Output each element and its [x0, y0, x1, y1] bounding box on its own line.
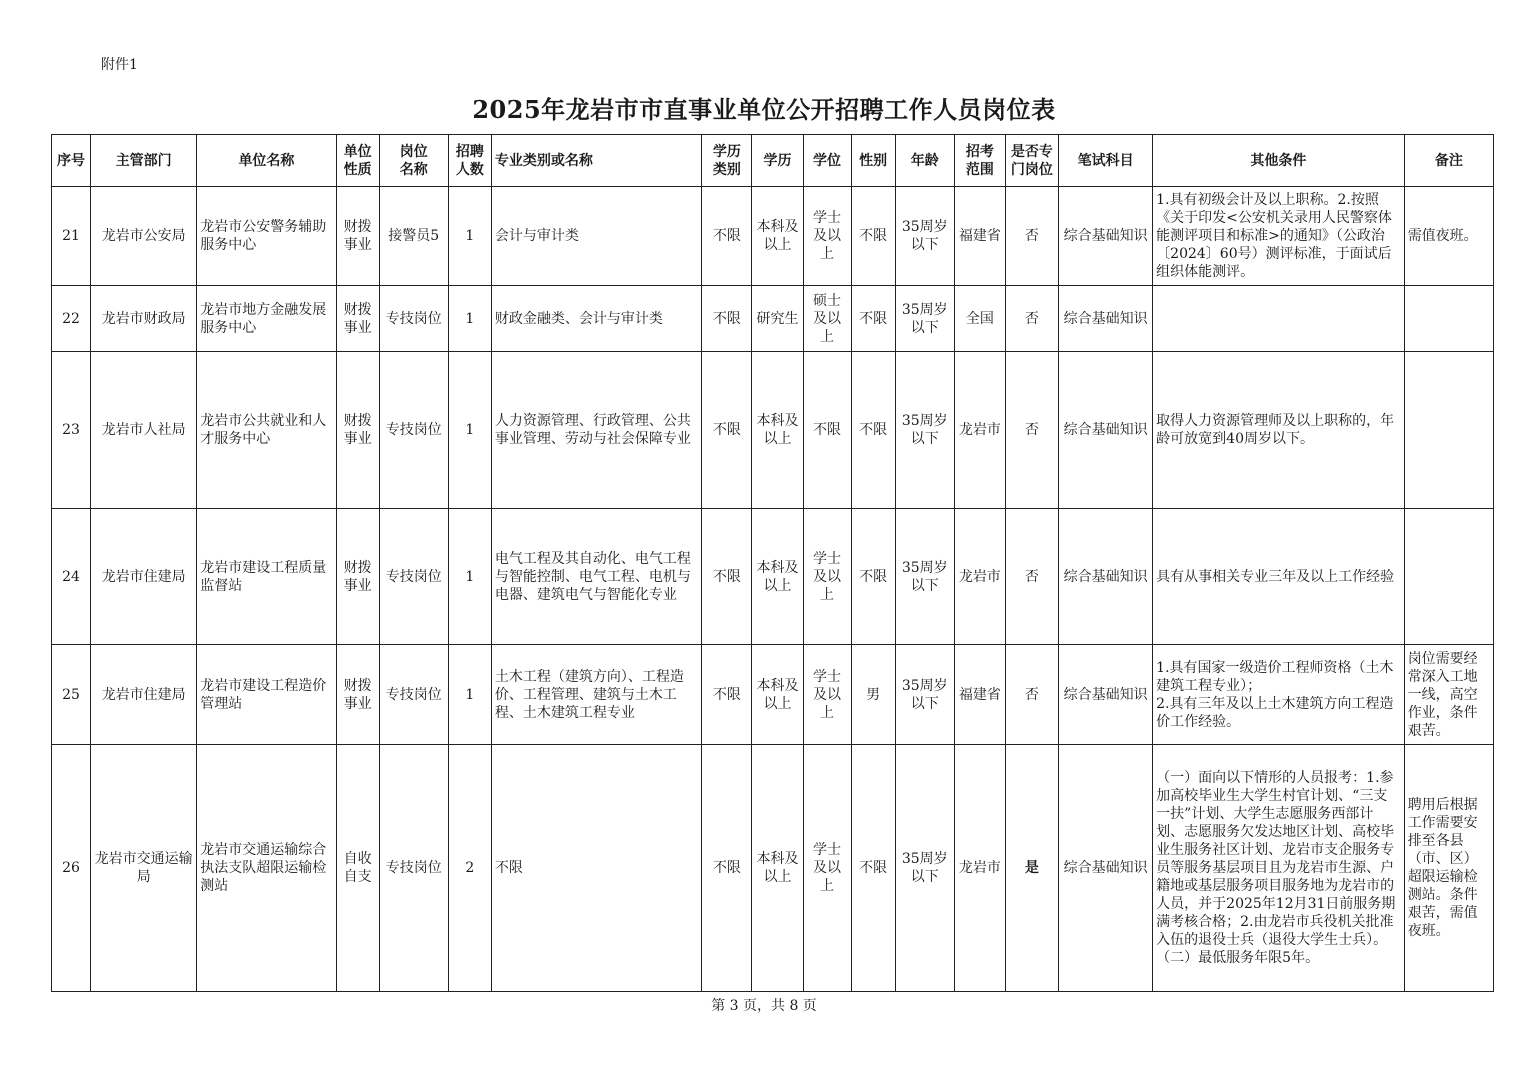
cell-unit: 龙岩市公共就业和人才服务中心 — [197, 352, 336, 509]
cell-count: 1 — [448, 509, 491, 645]
table-row — [52, 745, 1494, 992]
cell-gender: 不限 — [851, 352, 895, 509]
cell-edu-type: 不限 — [702, 645, 752, 745]
cell-post: 专技岗位 — [379, 352, 448, 509]
cell-nature: 财拨事业 — [336, 187, 379, 286]
cell-other: 取得人力资源管理师及以上职称的，年龄可放宽到40周岁以下。 — [1153, 352, 1405, 509]
cell-other: （一）面向以下情形的人员报考：1.参加高校毕业生大学生村官计划、“三支一扶”计划、大学生志愿服务西部计划、志愿服务欠发达地区计划、高校毕业生服务社区计划、龙岩市支企服务专员等服务基层项目且为龙岩市生源、户籍地或基层服务项目服务地为龙岩市的人员，并于2025年12月31日前服务期满考核合格；2.由龙岩市兵役机关批准入伍的退役士兵（退役大学生士兵）。 （二）最低服务年限5年。 — [1153, 745, 1405, 992]
cell-special: 否 — [1005, 187, 1058, 286]
cell-special: 是 — [1005, 745, 1058, 992]
cell-degree: 学士及以上 — [803, 187, 851, 286]
cell-edu: 本科及以上 — [752, 187, 803, 286]
cell-scope: 龙岩市 — [954, 745, 1005, 992]
cell-scope: 福建省 — [954, 645, 1005, 745]
cell-nature: 自收自支 — [336, 745, 379, 992]
header-edu: 学历 — [752, 135, 803, 187]
table-row — [52, 509, 1494, 645]
header-gender: 性别 — [851, 135, 895, 187]
attachment-label: 附件1 — [101, 57, 138, 73]
recruitment-table — [51, 134, 1494, 992]
header-count: 招聘 人数 — [448, 135, 491, 187]
cell-unit: 龙岩市公安警务辅助服务中心 — [197, 187, 336, 286]
page-title: 2025年龙岩市市直事业单位公开招聘工作人员岗位表 — [472, 95, 1056, 124]
cell-post: 专技岗位 — [379, 286, 448, 352]
cell-unit: 龙岩市建设工程质量监督站 — [197, 509, 336, 645]
header-dept: 主管部门 — [91, 135, 197, 187]
cell-remark: 岗位需要经常深入工地一线，高空作业，条件艰苦。 — [1404, 645, 1493, 745]
cell-exam: 综合基础知识 — [1058, 352, 1152, 509]
cell-age: 35周岁以下 — [895, 352, 954, 509]
header-major: 专业类别或名称 — [491, 135, 701, 187]
cell-special: 否 — [1005, 286, 1058, 352]
cell-scope: 龙岩市 — [954, 509, 1005, 645]
cell-degree: 学士及以上 — [803, 509, 851, 645]
cell-exam: 综合基础知识 — [1058, 745, 1152, 992]
cell-gender: 男 — [851, 645, 895, 745]
cell-major: 会计与审计类 — [491, 187, 701, 286]
cell-dept: 龙岩市住建局 — [91, 645, 197, 745]
cell-count: 1 — [448, 187, 491, 286]
cell-dept: 龙岩市公安局 — [91, 187, 197, 286]
cell-special: 否 — [1005, 352, 1058, 509]
cell-degree: 学士及以上 — [803, 645, 851, 745]
header-seq: 序号 — [52, 135, 91, 187]
header-edu-type: 学历 类别 — [702, 135, 752, 187]
header-other: 其他条件 — [1153, 135, 1405, 187]
cell-remark — [1404, 509, 1493, 645]
cell-seq: 22 — [52, 286, 91, 352]
cell-seq: 25 — [52, 645, 91, 745]
cell-seq: 23 — [52, 352, 91, 509]
cell-other: 具有从事相关专业三年及以上工作经验 — [1153, 509, 1405, 645]
cell-edu: 本科及以上 — [752, 645, 803, 745]
cell-major: 人力资源管理、行政管理、公共事业管理、劳动与社会保障专业 — [491, 352, 701, 509]
cell-exam: 综合基础知识 — [1058, 645, 1152, 745]
header-scope: 招考 范围 — [954, 135, 1005, 187]
cell-major: 不限 — [491, 745, 701, 992]
cell-count: 1 — [448, 286, 491, 352]
cell-edu-type: 不限 — [702, 352, 752, 509]
table-row — [52, 352, 1494, 509]
cell-special: 否 — [1005, 509, 1058, 645]
cell-other: 1.具有初级会计及以上职称。2.按照《关于印发<公安机关录用人民警察体能测评项目和标准>的通知》（公政治〔2024〕60号）测评标准，于面试后组织体能测评。 — [1153, 187, 1405, 286]
cell-post: 专技岗位 — [379, 509, 448, 645]
cell-count: 2 — [448, 745, 491, 992]
cell-exam: 综合基础知识 — [1058, 286, 1152, 352]
cell-post: 接警员5 — [379, 187, 448, 286]
table-row — [52, 286, 1494, 352]
cell-scope: 龙岩市 — [954, 352, 1005, 509]
cell-remark — [1404, 352, 1493, 509]
cell-major: 土木工程（建筑方向）、工程造价、工程管理、建筑与土木工程、土木建筑工程专业 — [491, 645, 701, 745]
cell-edu: 本科及以上 — [752, 352, 803, 509]
cell-exam: 综合基础知识 — [1058, 187, 1152, 286]
cell-gender: 不限 — [851, 745, 895, 992]
cell-gender: 不限 — [851, 187, 895, 286]
cell-unit: 龙岩市地方金融发展服务中心 — [197, 286, 336, 352]
cell-seq: 26 — [52, 745, 91, 992]
cell-other: 1.具有国家一级造价工程师资格（土木建筑工程专业）； 2.具有三年及以上土木建筑方向工程造价工作经验。 — [1153, 645, 1405, 745]
cell-edu: 本科及以上 — [752, 509, 803, 645]
cell-nature: 财拨事业 — [336, 509, 379, 645]
cell-age: 35周岁以下 — [895, 745, 954, 992]
header-special: 是否专 门岗位 — [1005, 135, 1058, 187]
cell-age: 35周岁以下 — [895, 286, 954, 352]
cell-remark — [1404, 286, 1493, 352]
cell-degree: 硕士及以上 — [803, 286, 851, 352]
cell-count: 1 — [448, 645, 491, 745]
cell-age: 35周岁以下 — [895, 187, 954, 286]
cell-dept: 龙岩市住建局 — [91, 509, 197, 645]
cell-exam: 综合基础知识 — [1058, 509, 1152, 645]
cell-special: 否 — [1005, 645, 1058, 745]
cell-edu-type: 不限 — [702, 509, 752, 645]
cell-gender: 不限 — [851, 286, 895, 352]
cell-edu-type: 不限 — [702, 286, 752, 352]
cell-edu-type: 不限 — [702, 745, 752, 992]
cell-dept: 龙岩市人社局 — [91, 352, 197, 509]
cell-remark: 聘用后根据工作需要安排至各县（市、区）超限运输检测站。条件艰苦，需值夜班。 — [1404, 745, 1493, 992]
header-exam: 笔试科目 — [1058, 135, 1152, 187]
cell-dept: 龙岩市交通运输局 — [91, 745, 197, 992]
cell-post: 专技岗位 — [379, 745, 448, 992]
header-remark: 备注 — [1404, 135, 1493, 187]
cell-post: 专技岗位 — [379, 645, 448, 745]
cell-nature: 财拨事业 — [336, 286, 379, 352]
cell-nature: 财拨事业 — [336, 352, 379, 509]
cell-degree: 不限 — [803, 352, 851, 509]
header-age: 年龄 — [895, 135, 954, 187]
cell-count: 1 — [448, 352, 491, 509]
cell-other — [1153, 286, 1405, 352]
cell-unit: 龙岩市交通运输综合执法支队超限运输检测站 — [197, 745, 336, 992]
cell-remark: 需值夜班。 — [1404, 187, 1493, 286]
table-row — [52, 645, 1494, 745]
cell-age: 35周岁以下 — [895, 645, 954, 745]
cell-seq: 24 — [52, 509, 91, 645]
cell-edu-type: 不限 — [702, 187, 752, 286]
header-unit: 单位名称 — [197, 135, 336, 187]
header-row — [52, 135, 1494, 187]
cell-major: 电气工程及其自动化、电气工程与智能控制、电气工程、电机与电器、建筑电气与智能化专业 — [491, 509, 701, 645]
cell-unit: 龙岩市建设工程造价管理站 — [197, 645, 336, 745]
cell-major: 财政金融类、会计与审计类 — [491, 286, 701, 352]
cell-nature: 财拨事业 — [336, 645, 379, 745]
header-post: 岗位 名称 — [379, 135, 448, 187]
cell-gender: 不限 — [851, 509, 895, 645]
cell-degree: 学士及以上 — [803, 745, 851, 992]
cell-edu: 研究生 — [752, 286, 803, 352]
header-nature: 单位 性质 — [336, 135, 379, 187]
cell-dept: 龙岩市财政局 — [91, 286, 197, 352]
cell-scope: 福建省 — [954, 187, 1005, 286]
page-footer: 第 3 页，共 8 页 — [711, 998, 817, 1014]
cell-age: 35周岁以下 — [895, 509, 954, 645]
cell-edu: 本科及以上 — [752, 745, 803, 992]
cell-seq: 21 — [52, 187, 91, 286]
table-row — [52, 187, 1494, 286]
header-degree: 学位 — [803, 135, 851, 187]
cell-scope: 全国 — [954, 286, 1005, 352]
